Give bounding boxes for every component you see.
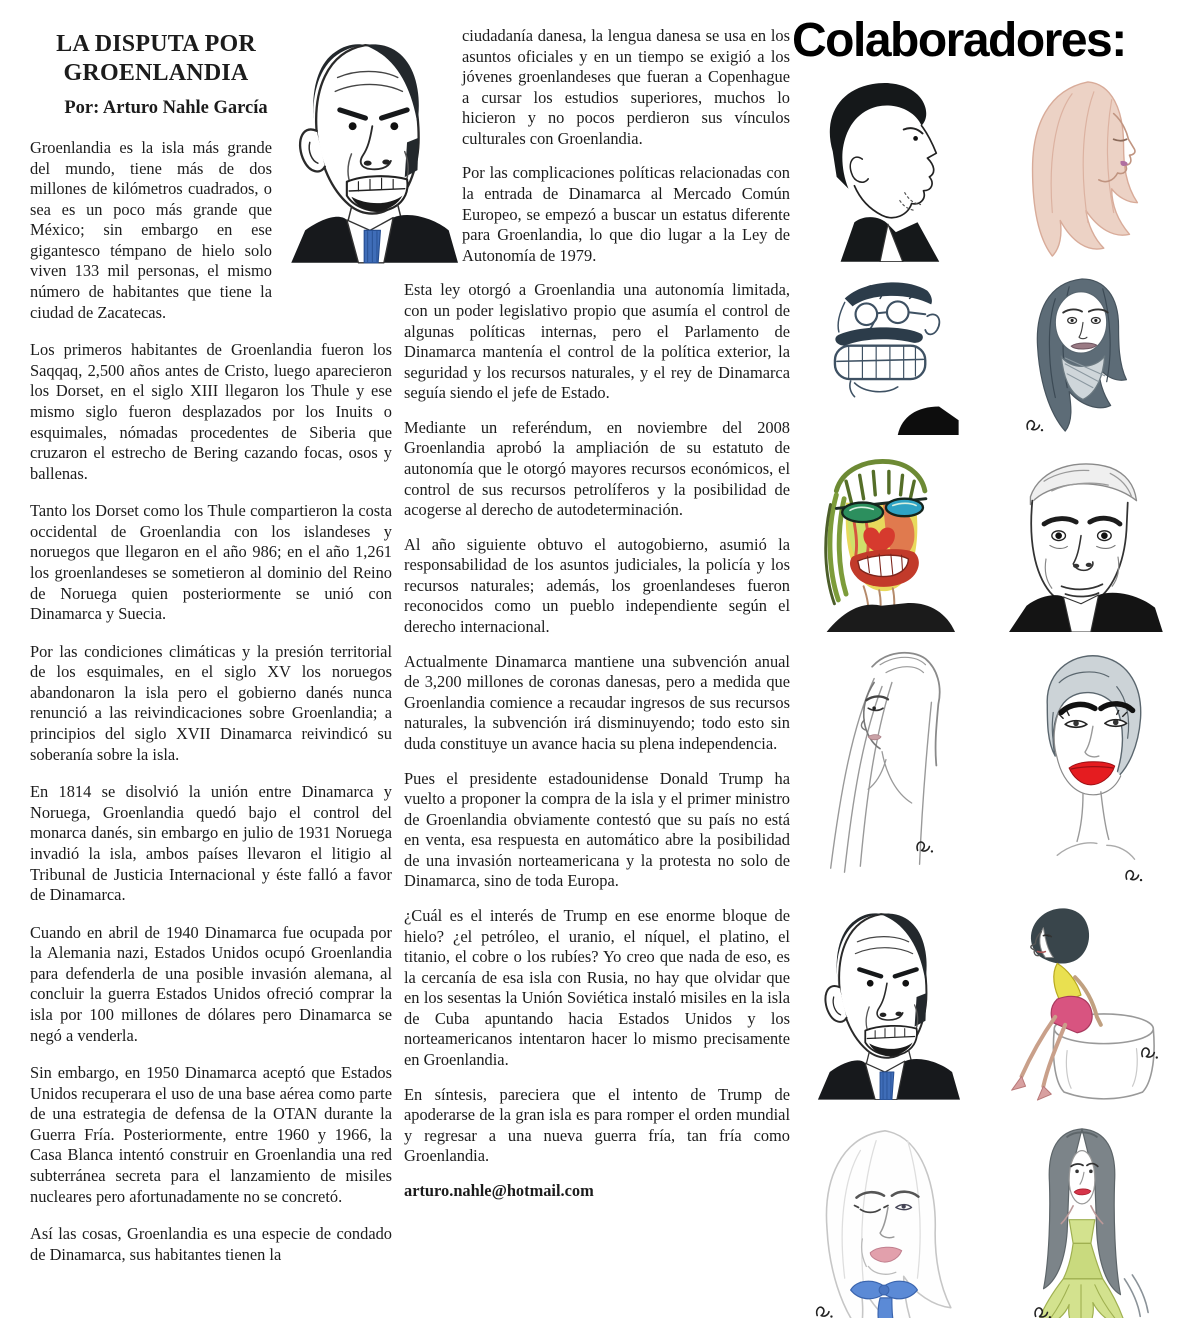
collaborators-heading: Colaboradores: — [792, 14, 1126, 67]
byline: Por: Arturo Nahle García — [64, 98, 268, 118]
article-paragraph: Por las condiciones climáticas y la presión territorial de los esquimales, en el siglo XV los noruegos abandonaron la isla pero el gobierno danés nunca renunció a las reivindicaciones sobre Groenlandia; a principios del siglo XVII Dinamarca reivindicó su soberanía sobre la isla. — [30, 641, 392, 764]
article-paragraph: Groenlandia es la isla más grande del mundo, tiene más de dos millones de kilómetros cuadrados, o sea es un poco más grande que México; sin embargo en ese gigantesco témpano de hielo solo viven 133 mil personas, el mismo número de habitantes que tiene la ciudad de Zacatecas. — [30, 138, 272, 322]
caricature-woman-long-hair-sketch-icon — [816, 643, 954, 890]
article-paragraph: ¿Cuál es el interés de Trump en ese enorme bloque de hielo? ¿el petróleo, el uranio, el níquel, el platino, el titanio, el cobre o los rubíes? Yo creo que nada de eso, es la cercanía de esa isla con Rusia, no hay que olvidar que en los sesentas la Unión Soviética instaló misiles en la isla de Cuba apuntando hacia Estados Unidos y los norteamericanos intentaron hacer lo mismo precisamente en Groenlandia. — [404, 905, 790, 1070]
caricature-woman-white-hair-blue-bow-icon — [801, 1121, 969, 1318]
article-paragraph: Así las cosas, Groenlandia es una especie de condado de Dinamarca, sus habitantes tienen la — [30, 1224, 392, 1264]
article-paragraph: Tanto los Dorset como los Thule compartieron la costa occidental de Groenlandia con los islandeses y noruegos que llegaron en el año 986; en el año 1,261 los groenlandeses se sometieron al dominio del Reino de Noruega quien posteriormente se unió con Dinamarca y Suecia. — [30, 501, 392, 624]
article-paragraph: En síntesis, pareciera que el intento de Trump de apoderarse de la gran isla es para romper el orden mundial y regresar a una nueva guerra fría, tan fría como Groenlandia. — [404, 1084, 790, 1166]
caricature-man-glasses-mustache-icon — [810, 273, 960, 440]
article-paragraph: Cuando en abril de 1940 Dinamarca fue ocupada por la Alemania nazi, Estados Unidos ocupó Groenlandia para defenderla de una posible invasión alemana, al concluir la guerra Estados Unidos ofreció comprar la isla por 100 millones de dólares pero Dinamarca se negó a venderla. — [30, 922, 392, 1045]
article-paragraph: Pues el presidente estadounidense Donald Trump ha vuelto a proponer la compra de la isla y el primer ministro de Groenlandia obviamente contestó que su país no está en venta, esa respuesta en automático abre la posibilidad de una invasión norteamericana y la protesta no solo de Dinamarca, sino de toda Europa. — [404, 768, 790, 891]
caricature-woman-bob-red-lips-icon — [1007, 643, 1157, 896]
article-paragraph: Por las complicaciones políticas relacionadas con la entrada de Dinamarca al Mercado Común Europeo, se empezó a buscar un estatus diferente para Groenlandia, lo que dio lugar a la Ley de Autonomía de 1979. — [462, 163, 790, 265]
collaborators-section — [792, 16, 1174, 1318]
caricature-woman-pink-hair-icon — [1002, 74, 1162, 267]
article-paragraph: Al año siguiente obtuvo el autogobierno, asumió la responsabilidad de los asuntos judiciales, la policía y los recursos naturales; además, los groenlandeses fueron reconocidos como un pueblo independiente según el derecho internacional. — [404, 534, 790, 637]
portrait-wrap-spacer — [404, 26, 462, 276]
title-line-2: GROENLANDIA — [63, 60, 249, 87]
caricature-woman-dark-hair-scarf-icon — [1007, 273, 1157, 446]
article-paragraph: Actualmente Dinamarca mantiene una subvención anual de 3,200 millones de coronas danesas, pero a medida que Groenlandia comience a recaudar ingresos de sus recursos naturales, la subvención irá disminuyendo; todo esto sin duda constituye un avance hacia su plena independencia. — [404, 651, 790, 753]
collaborators-grid — [792, 74, 1174, 1318]
left-column — [30, 138, 392, 1282]
portrait-wrap-spacer — [272, 138, 392, 286]
caricature-man-suit-blue-tie-icon — [810, 902, 960, 1105]
page-title — [28, 30, 284, 89]
caricature-man-profile-black-hair-icon — [811, 74, 959, 267]
article-paragraph: En 1814 se disolvió la unión entre Dinamarca y Noruega, Groenlandia quedó bajo el control del monarca danés, sin embargo en julio de 1931 Noruega invadió la isla, ambos países llevaron el litigio al Tribunal de Justicia Internacional y éste falló a favor de Dinamarca. — [30, 782, 392, 905]
caricature-woman-seated-pouf-icon — [1001, 902, 1163, 1115]
article-paragraph: Esta ley otorgó a Groenlandia una autonomía limitada, con un poder legislativo propio que asumía el control de algunas políticas internas, pero el Parlamento de Dinamarca mantenía el control de la política exterior, la seguridad y los recursos naturales, y el rey de Dinamarca seguía siendo el jefe de Estado. — [404, 280, 790, 403]
author-email: arturo.nahle@hotmail.com — [404, 1180, 594, 1200]
article-paragraph: Mediante un referéndum, en noviembre del 2008 Groenlandia aprobó la ampliación de su estatuto de autonomía que le otorgó mayores recursos económicos, el control de sus recursos petrolíferos y la posibilidad de acogerse al derecho de autodeterminación. — [404, 417, 790, 520]
middle-column — [404, 26, 790, 1215]
caricature-person-sunglasses-colorful-icon — [805, 452, 965, 637]
caricature-man-gray-hair-icon — [999, 452, 1165, 637]
article-paragraph: Los primeros habitantes de Groenlandia fueron los Saqqaq, 2,500 años antes de Cristo, luego aparecieron los Dorset, en el siglo XIII llegaron los Thule y ese mismo siglo fueron desplazados por los Inuits o esquimales, nómadas procedentes de Siberia que cruzaron el estrecho de Bering cazando focas, osos y ballenas. — [30, 340, 392, 483]
article-paragraph: ciudadanía danesa, la lengua danesa se usa en los asuntos oficiales y en un tiempo se exigió a los jóvenes groenlandeses que fueran a Copenhague a cursar los estudios superiores, muchos lo hicieron y no pocos perdieron sus vínculos culturales con Groenlandia. — [462, 26, 790, 148]
caricature-woman-green-dress-icon — [1008, 1121, 1156, 1318]
article-paragraph: Sin embargo, en 1950 Dinamarca aceptó que Estados Unidos recuperara el uso de una base aérea como parte de una estrategia de defensa de la OTAN durante la Guerra Fría. Posteriormente, entre 1960 y 1966, la Casa Blanca intentó construir en Groenlandia una red subterránea secreta para el lanzamiento de misiles nucleares pero afortunadamente no se concretó. — [30, 1063, 392, 1206]
title-line-1: LA DISPUTA POR — [56, 31, 256, 57]
